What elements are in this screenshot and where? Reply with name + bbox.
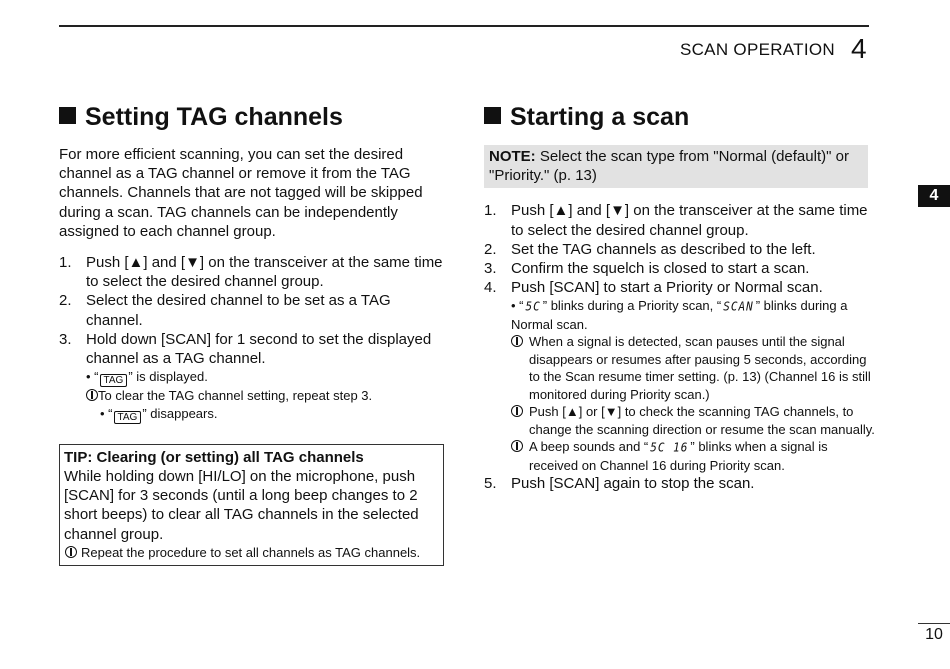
bullet-middle: ” blinks during a Priority scan, “ [542,298,722,314]
sub-info-note [484,403,876,438]
bullet-prefix: • “ [100,405,113,421]
info-icon [65,546,77,558]
info-icon [511,405,523,417]
page-number-rule [918,623,950,624]
step-item [59,330,444,368]
step-item [484,474,876,493]
step-number: 2. [484,240,497,258]
chapter-title: SCAN OPERATION [679,40,835,59]
scan-steps-list [484,201,876,493]
tip-body: While holding down [HI/LO] on the microphone, push [SCAN] for 3 seconds (until a long beep changes to 2 short beeps) to clear all TAG channels in the selected channel group. [64,467,419,543]
step-text: Push [▲] and [▼] on the transceiver at the same time to select the desired channel group. [511,202,868,239]
step-text: Push [SCAN] again to stop the scan. [511,475,755,493]
info-note-prefix: A beep sounds and “ [529,439,649,455]
sub-info-note [484,438,876,474]
channel16-display-icon: 5C 16 [650,440,689,456]
side-chapter-tab: 4 [918,185,950,207]
tip-title: TIP: Clearing (or setting) all TAG channels [64,448,364,466]
tip-box [59,444,444,567]
step-item [484,259,876,278]
info-icon [86,389,98,401]
step-text: Push [▲] and [▼] on the transceiver at the same time to select the desired channel group. [86,254,443,291]
top-rule [59,25,869,27]
note-box [484,145,868,188]
chapter-number: 4 [851,33,867,64]
info-icon [511,440,523,452]
sub-info-note [59,387,444,405]
left-column [59,103,444,566]
step-text: Confirm the squelch is closed to start a scan. [511,260,810,278]
note-text: Select the scan type from "Normal (default)" or "Priority." (p. 13) [489,148,849,185]
sub-bullet [59,405,444,424]
step4-subnotes [484,297,876,474]
info-note-suffix: ” blinks when a signal is received on Channel 16 during Priority scan. [529,439,828,473]
page-number: 10 [925,626,943,643]
step-number: 1. [59,254,72,272]
normal-scan-display-icon: SCAN [723,299,754,315]
note-label: NOTE: [489,148,536,165]
tag-display-icon: TAG [100,374,128,387]
bullet-prefix: • “ [511,298,524,314]
bullet-prefix: • “ [86,369,99,385]
priority-scan-display-icon: 5C [525,299,541,315]
step-number: 3. [59,330,72,348]
right-column [484,103,876,494]
info-note-text: When a signal is detected, scan pauses until the signal disappears or resumes after pausing 5 seconds, according to the Scan resume timer setting. (p. 13) (Channel 16 is still monitored during Priority scan.) [529,334,871,402]
tip-note-text: Repeat the procedure to set all channels as TAG channels. [81,544,421,560]
step-number: 5. [484,475,497,493]
section-title-tag-channels [59,103,444,132]
step-number: 3. [484,260,497,278]
step-text: Set the TAG channels as described to the left. [511,240,816,258]
section-title-text: Setting TAG channels [85,103,343,131]
step-text: Hold down [SCAN] for 1 second to set the displayed channel as a TAG channel. [86,330,432,368]
sub-info-note [484,333,876,403]
step-number: 1. [484,202,497,220]
section-title-starting-scan [484,103,876,132]
sub-bullet [484,297,876,333]
black-square-icon [59,107,76,124]
step-item [484,278,876,297]
tip-note [64,544,439,562]
step-text: Push [SCAN] to start a Priority or Normal scan. [511,279,823,297]
step-number: 2. [59,292,72,310]
intro-paragraph: For more efficient scanning, you can set the desired channel as a TAG channel or remove it from the TAG channels. Channels that are not tagged will be skipped during a scan. TAG channels can be independently assigned to each channel group. [59,146,423,240]
section-title-text: Starting a scan [510,103,690,131]
info-note-text: To clear the TAG channel setting, repeat step 3. [98,388,373,404]
step3-subnotes [59,368,444,424]
step-item [59,291,444,329]
bullet-suffix: ” is displayed. [128,369,208,385]
step-item [59,253,444,291]
info-icon [511,335,523,347]
step-item [484,201,876,239]
step-number: 4. [484,279,497,297]
step-text: Select the desired channel to be set as a TAG channel. [86,292,391,329]
tag-display-icon: TAG [114,411,142,424]
tag-steps-list [59,253,444,424]
step-item [484,240,876,259]
info-note-text: Push [▲] or [▼] to check the scanning TAG channels, to change the scanning direction or resume the scan manually. [529,404,875,437]
black-square-icon [484,107,501,124]
bullet-suffix: ” disappears. [142,405,218,421]
sub-bullet [59,368,444,387]
bullet-suffix: ” blinks during a Normal scan. [511,298,848,332]
